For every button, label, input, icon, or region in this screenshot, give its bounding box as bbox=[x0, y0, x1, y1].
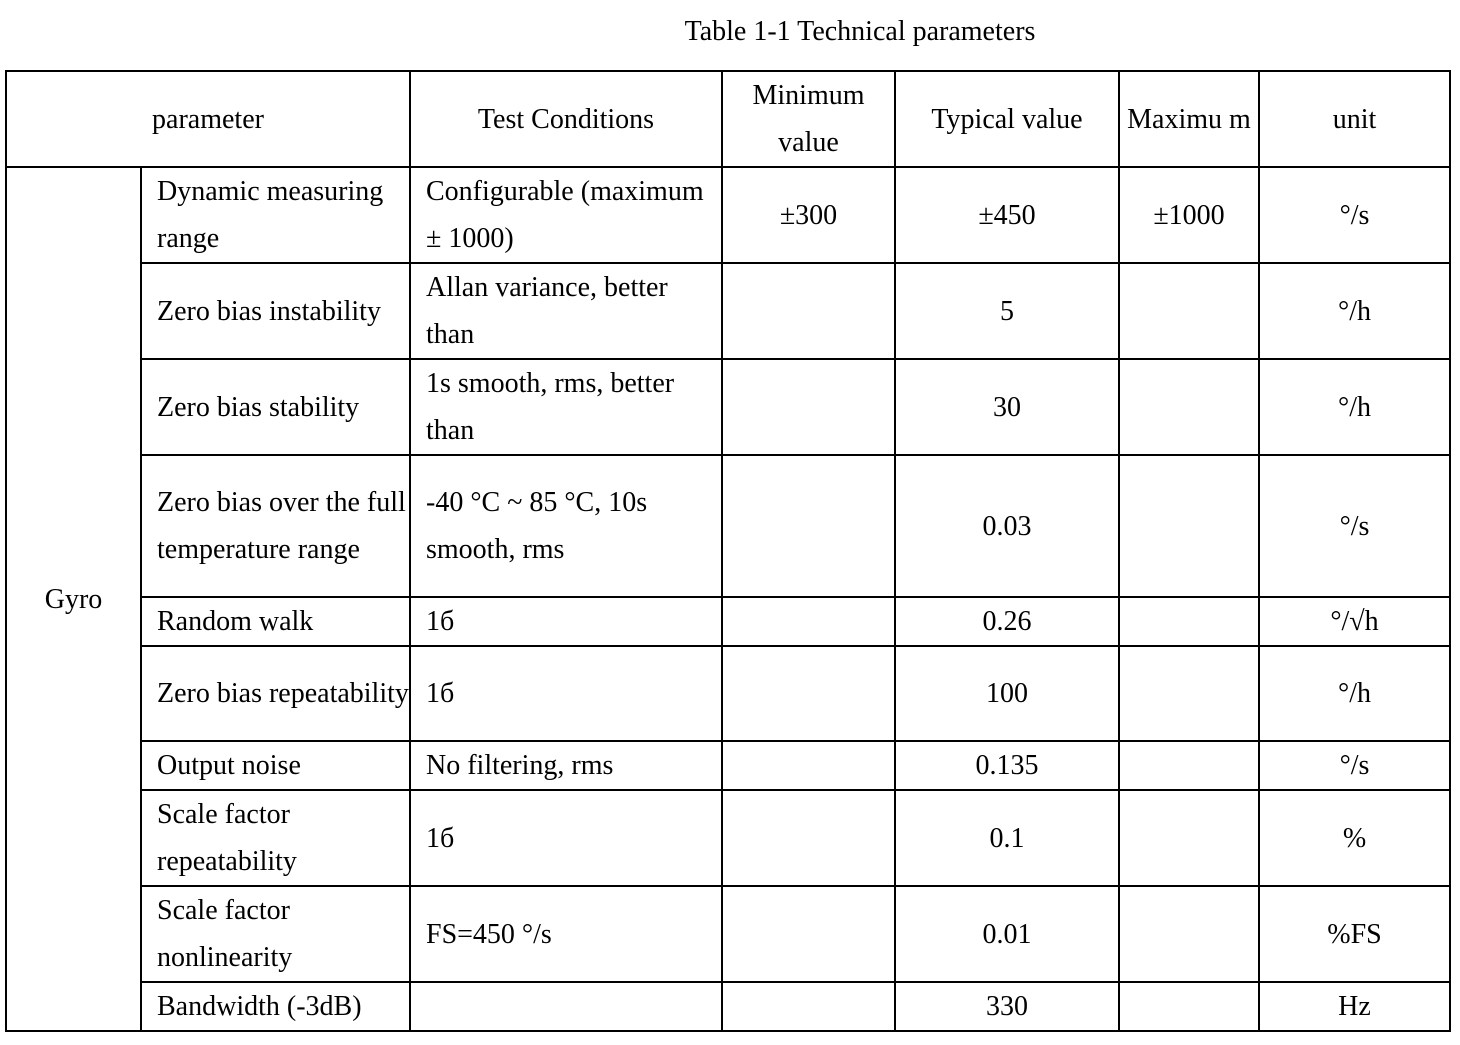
cell-cond: 1б bbox=[410, 790, 722, 886]
cell-cond: FS=450 °/s bbox=[410, 886, 722, 982]
cell-param: Scale factor nonlinearity bbox=[141, 886, 410, 982]
cell-cond: Allan variance, better than bbox=[410, 263, 722, 359]
cell-unit: °/h bbox=[1259, 646, 1450, 741]
cell-cond: 1s smooth, rms, better than bbox=[410, 359, 722, 455]
cell-param: Output noise bbox=[141, 741, 410, 790]
cell-param: Zero bias stability bbox=[141, 359, 410, 455]
cell-max bbox=[1119, 646, 1259, 741]
cell-unit: % bbox=[1259, 790, 1450, 886]
cell-min: ±300 bbox=[722, 167, 895, 263]
header-max: Maximu m bbox=[1119, 71, 1259, 167]
technical-parameters-table bbox=[5, 70, 1451, 1032]
table-row bbox=[6, 790, 1450, 886]
cell-min bbox=[722, 597, 895, 646]
table-title: Table 1-1 Technical parameters bbox=[684, 16, 1036, 47]
cell-cond: Configurable (maximum ± 1000) bbox=[410, 167, 722, 263]
cell-param: Random walk bbox=[141, 597, 410, 646]
cell-typ: 100 bbox=[895, 646, 1119, 741]
cell-param: Zero bias repeatability bbox=[141, 646, 410, 741]
cell-unit: °/h bbox=[1259, 359, 1450, 455]
cell-unit: Hz bbox=[1259, 982, 1450, 1031]
table-row bbox=[6, 982, 1450, 1031]
table-row bbox=[6, 263, 1450, 359]
cell-max: ±1000 bbox=[1119, 167, 1259, 263]
cell-param: Zero bias over the full temperature range bbox=[141, 455, 410, 597]
cell-cond: 1б bbox=[410, 597, 722, 646]
cell-typ: 5 bbox=[895, 263, 1119, 359]
cell-max bbox=[1119, 982, 1259, 1031]
header-typ: Typical value bbox=[895, 71, 1119, 167]
cell-typ: 0.03 bbox=[895, 455, 1119, 597]
header-conditions: Test Conditions bbox=[410, 71, 722, 167]
cell-unit: °/s bbox=[1259, 167, 1450, 263]
group-label: Gyro bbox=[6, 167, 141, 1031]
cell-max bbox=[1119, 597, 1259, 646]
cell-param: Scale factor repeatability bbox=[141, 790, 410, 886]
cell-cond: No filtering, rms bbox=[410, 741, 722, 790]
cell-unit: %FS bbox=[1259, 886, 1450, 982]
cell-typ: 330 bbox=[895, 982, 1119, 1031]
cell-param: Zero bias instability bbox=[141, 263, 410, 359]
cell-typ: 30 bbox=[895, 359, 1119, 455]
cell-cond bbox=[410, 982, 722, 1031]
cell-unit: °/s bbox=[1259, 455, 1450, 597]
table-row bbox=[6, 359, 1450, 455]
cell-unit: °/s bbox=[1259, 741, 1450, 790]
cell-max bbox=[1119, 455, 1259, 597]
cell-min bbox=[722, 741, 895, 790]
cell-min bbox=[722, 646, 895, 741]
cell-max bbox=[1119, 790, 1259, 886]
cell-typ: 0.135 bbox=[895, 741, 1119, 790]
cell-min bbox=[722, 790, 895, 886]
cell-min bbox=[722, 886, 895, 982]
cell-unit: °/√h bbox=[1259, 597, 1450, 646]
cell-unit: °/h bbox=[1259, 263, 1450, 359]
cell-min bbox=[722, 982, 895, 1031]
table-row bbox=[6, 167, 1450, 263]
table-row bbox=[6, 455, 1450, 597]
cell-param: Dynamic measuring range bbox=[141, 167, 410, 263]
cell-typ: 0.1 bbox=[895, 790, 1119, 886]
cell-cond: 1б bbox=[410, 646, 722, 741]
table-row bbox=[6, 741, 1450, 790]
table-row bbox=[6, 646, 1450, 741]
cell-typ: 0.01 bbox=[895, 886, 1119, 982]
cell-typ: ±450 bbox=[895, 167, 1119, 263]
cell-min bbox=[722, 263, 895, 359]
header-min: Minimum value bbox=[722, 71, 895, 167]
cell-max bbox=[1119, 886, 1259, 982]
cell-cond: -40 °C ~ 85 °C, 10s smooth, rms bbox=[410, 455, 722, 597]
header-parameter: parameter bbox=[6, 71, 410, 167]
table-row bbox=[6, 886, 1450, 982]
cell-max bbox=[1119, 741, 1259, 790]
cell-typ: 0.26 bbox=[895, 597, 1119, 646]
cell-max bbox=[1119, 263, 1259, 359]
table-row bbox=[6, 597, 1450, 646]
cell-min bbox=[722, 359, 895, 455]
cell-min bbox=[722, 455, 895, 597]
cell-max bbox=[1119, 359, 1259, 455]
cell-param: Bandwidth (-3dB) bbox=[141, 982, 410, 1031]
header-unit: unit bbox=[1259, 71, 1450, 167]
